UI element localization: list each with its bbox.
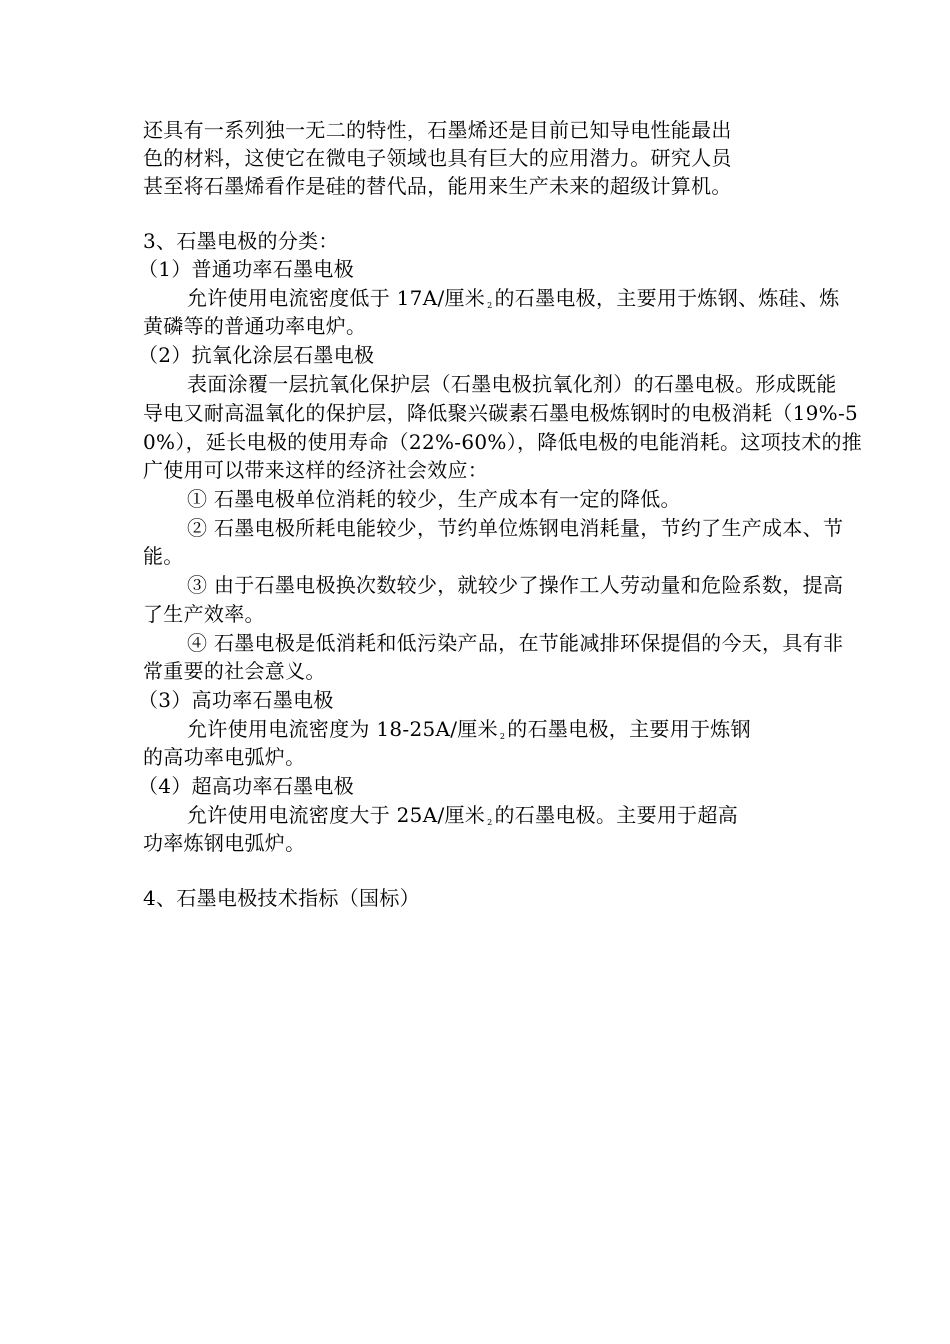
item-4-text-b: 的石墨电极。主要用于超高 [494,803,739,827]
intro-line-1: 还具有一系列独一无二的特性，石墨烯还是目前已知导电性能最出 [143,118,732,142]
item-3-subscript: 2 [499,732,506,741]
benefit-1: ① 石墨电极单位消耗的较少，生产成本有一定的降低。 [187,487,681,511]
item-4-subscript: 2 [487,818,493,827]
item-1-subscript: 2 [487,301,493,310]
item-4-text-a: 允许使用电流密度大于 25A/厘米 [187,803,486,827]
item-3-heading: （3）高功率石墨电极 [138,688,334,712]
intro-line-2: 色的材料，这使它在微电子领域也具有巨大的应用潜力。研究人员 [143,146,732,170]
benefit-4-cont: 常重要的社会意义。 [143,659,326,683]
item-3-line-2: 的高功率电弧炉。 [143,745,306,769]
intro-line-3: 甚至将石墨烯看作是硅的替代品，能用来生产未来的超级计算机。 [143,174,732,198]
item-1-text-a: 允许使用电流密度低于 17A/厘米 [187,286,486,310]
item-2-line-3: 0%），延长电极的使用寿命（22%-60%），降低电极的电能消耗。这项技术的推 [143,430,863,454]
benefit-2-cont: 能。 [143,544,184,568]
section-3-heading: 3、石墨电极的分类： [143,229,339,253]
benefit-4: ④ 石墨电极是低消耗和低污染产品，在节能减排环保提倡的今天，具有非 [187,631,844,655]
item-3-text-a: 允许使用电流密度为 18-25A/厘米 [187,717,498,741]
benefit-2: ② 石墨电极所耗电能较少，节约单位炼钢电消耗量，节约了生产成本、节 [187,516,844,540]
item-2-line-1: 表面涂覆一层抗氧化保护层（石墨电极抗氧化剂）的石墨电极。形成既能 [187,372,837,396]
item-1-text-b: 的石墨电极，主要用于炼钢、炼硅、炼 [494,286,840,310]
item-2-line-2: 导电又耐高温氧化的保护层，降低聚兴碳素石墨电极炼钢时的电极消耗（19%-5 [143,401,859,425]
item-3-text-b: 的石墨电极，主要用于炼钢 [507,717,751,741]
item-2-heading: （2）抗氧化涂层石墨电极 [138,343,375,367]
benefit-3-cont: 了生产效率。 [143,602,265,626]
section-4-heading: 4、石墨电极技术指标（国标） [143,886,420,910]
item-4-heading: （4）超高功率石墨电极 [138,774,355,798]
item-2-line-4: 广使用可以带来这样的经济社会效应： [143,458,489,482]
item-4-line-2: 功率炼钢电弧炉。 [143,831,306,855]
item-1-heading: （1）普通功率石墨电极 [138,257,355,281]
item-1-line-2: 黄磷等的普通功率电炉。 [143,314,367,338]
benefit-3: ③ 由于石墨电极换次数较少，就较少了操作工人劳动量和危险系数，提高 [187,573,844,597]
